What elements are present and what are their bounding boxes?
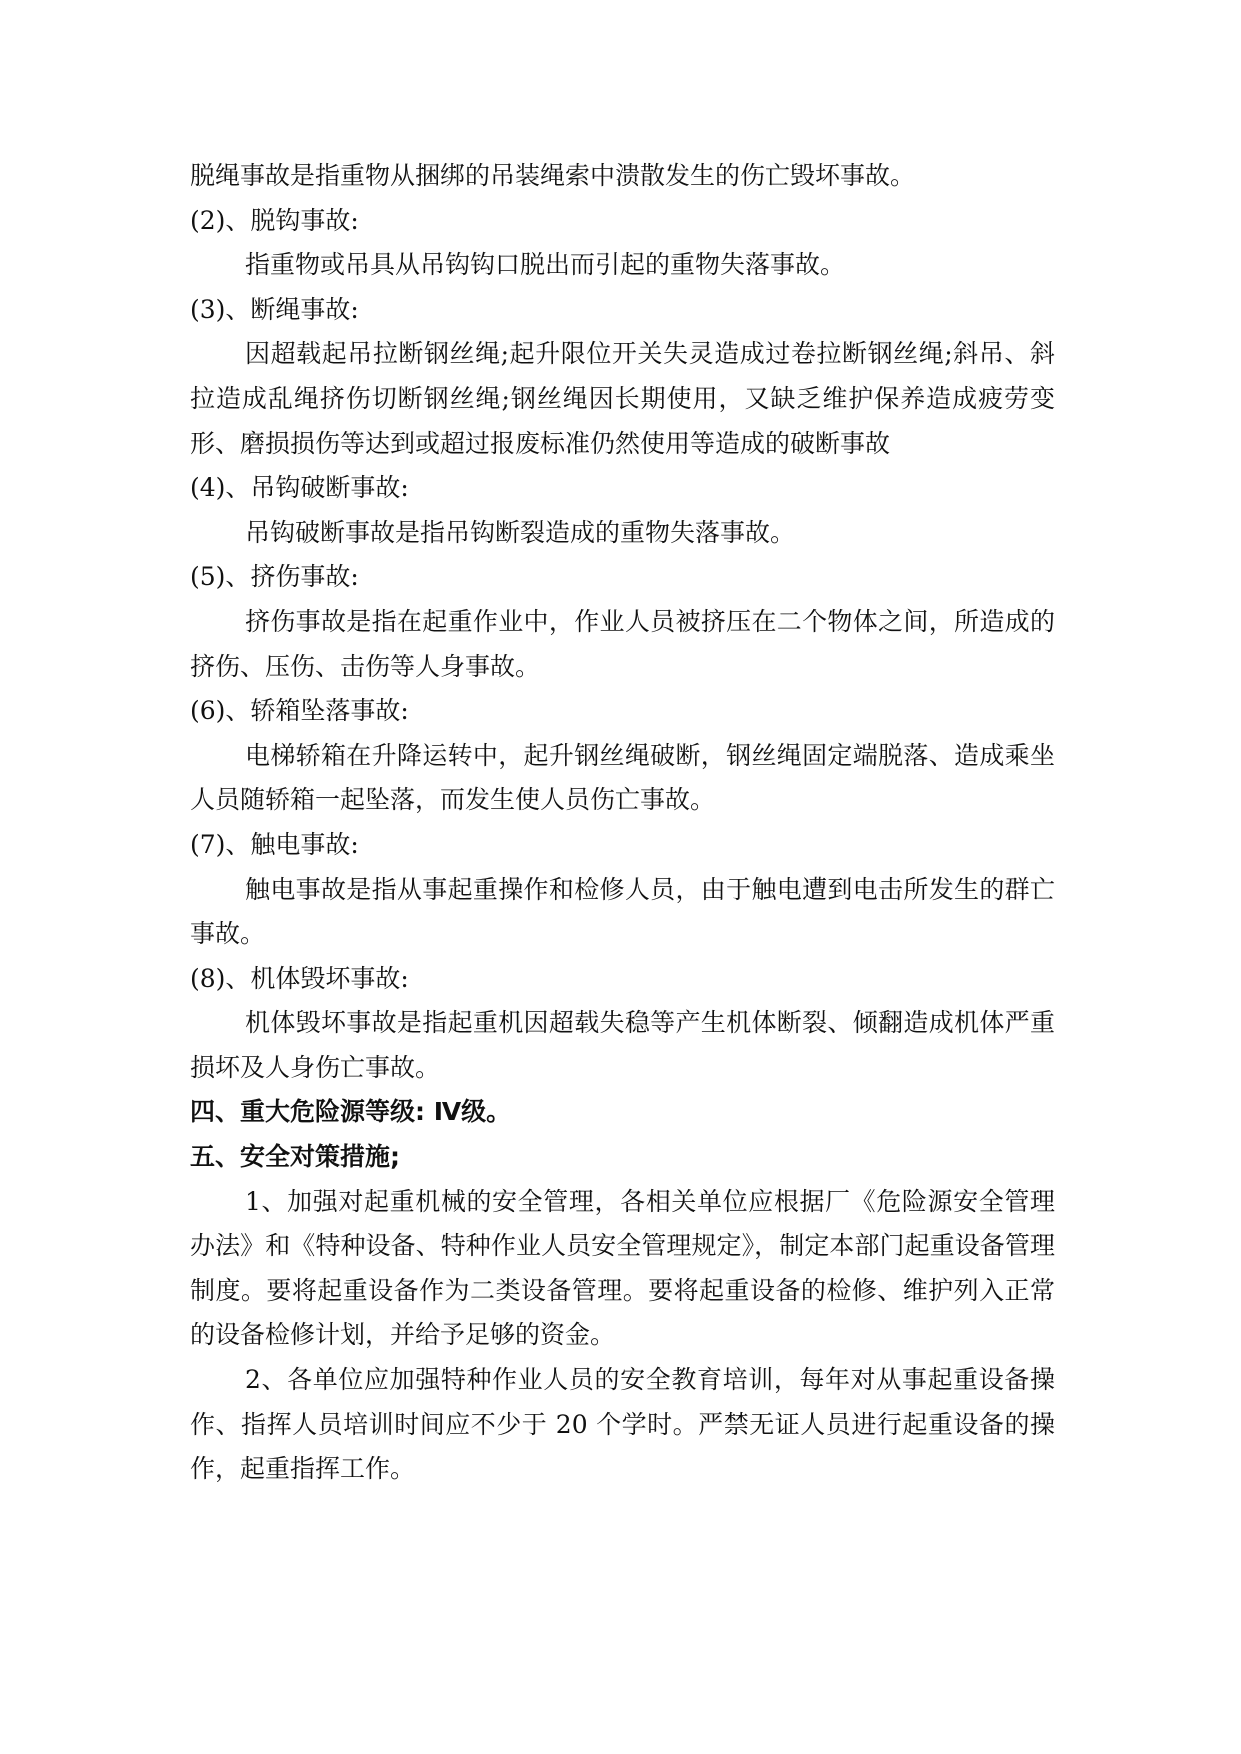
paragraph-hook-release-definition: 指重物或吊具从吊钩钩口脱出而引起的重物失落事故。 <box>245 250 846 280</box>
section-heading-hazard-level: 四、重大危险源等级: Ⅳ级。 <box>190 1097 512 1127</box>
paragraph-car-fall-definition: 电梯轿箱在升降运转中，起升钢丝绳破断，钢丝绳固定端脱落、造成乘坐人员随轿箱一起坠落，而发生使人员伤亡事故。 <box>190 740 1055 815</box>
paragraph-rope-break-causes: 因超载起吊拉断钢丝绳;起升限位开关失灵造成过卷拉断钢丝绳;斜吊、斜拉造成乱绳挤伤切断钢丝绳;钢丝绳因长期使用，又缺乏维护保养造成疲劳变形、磨损损伤等达到或超过报废标准仍然使用等造成的破断事故 <box>190 339 1055 458</box>
heading-electrocution-accident: (7)、触电事故: <box>190 829 359 859</box>
paragraph-measure-1: 1、加强对起重机械的安全管理，各相关单位应根据厂《危险源安全管理办法》和《特种设备、特种作业人员安全管理规定》，制定本部门起重设备管理制度。要将起重设备作为二类设备管理。要将起重设备的检修、维护列入正常的设备检修计划，并给予足够的资金。 <box>190 1186 1055 1350</box>
paragraph-crush-definition: 挤伤事故是指在起重作业中，作业人员被挤压在二个物体之间，所造成的挤伤、压伤、击伤等人身事故。 <box>190 606 1055 681</box>
paragraph-measure-2: 2、各单位应加强特种作业人员的安全教育培训，每年对从事起重设备操作、指挥人员培训时间应不少于 20 个学时。严禁无证人员进行起重设备的操作，起重指挥工作。 <box>190 1365 1055 1484</box>
paragraph-machine-damage-definition: 机体毁坏事故是指起重机因超载失稳等产生机体断裂、倾翻造成机体严重损坏及人身伤亡事故。 <box>190 1008 1055 1082</box>
paragraph-hook-fracture-definition: 吊钩破断事故是指吊钩断裂造成的重物失落事故。 <box>245 517 796 547</box>
paragraph-electrocution-definition: 触电事故是指从事起重操作和检修人员，由于触电遭到电击所发生的群亡事故。 <box>190 874 1055 949</box>
heading-crush-accident: (5)、挤伤事故: <box>190 562 359 592</box>
heading-rope-break-accident: (3)、断绳事故: <box>190 294 359 324</box>
heading-hook-release-accident: (2)、脱钩事故: <box>190 205 359 235</box>
heading-machine-damage-accident: (8)、机体毁坏事故: <box>190 963 409 993</box>
heading-car-fall-accident: (6)、轿箱坠落事故: <box>190 696 409 726</box>
section-heading-safety-measures: 五、安全对策措施; <box>190 1142 400 1172</box>
heading-hook-fracture-accident: (4)、吊钩破断事故: <box>190 473 409 503</box>
document-body <box>190 154 1055 1492</box>
paragraph-rope-scatter-definition: 脱绳事故是指重物从捆绑的吊装绳索中溃散发生的伤亡毁坏事故。 <box>190 161 916 190</box>
